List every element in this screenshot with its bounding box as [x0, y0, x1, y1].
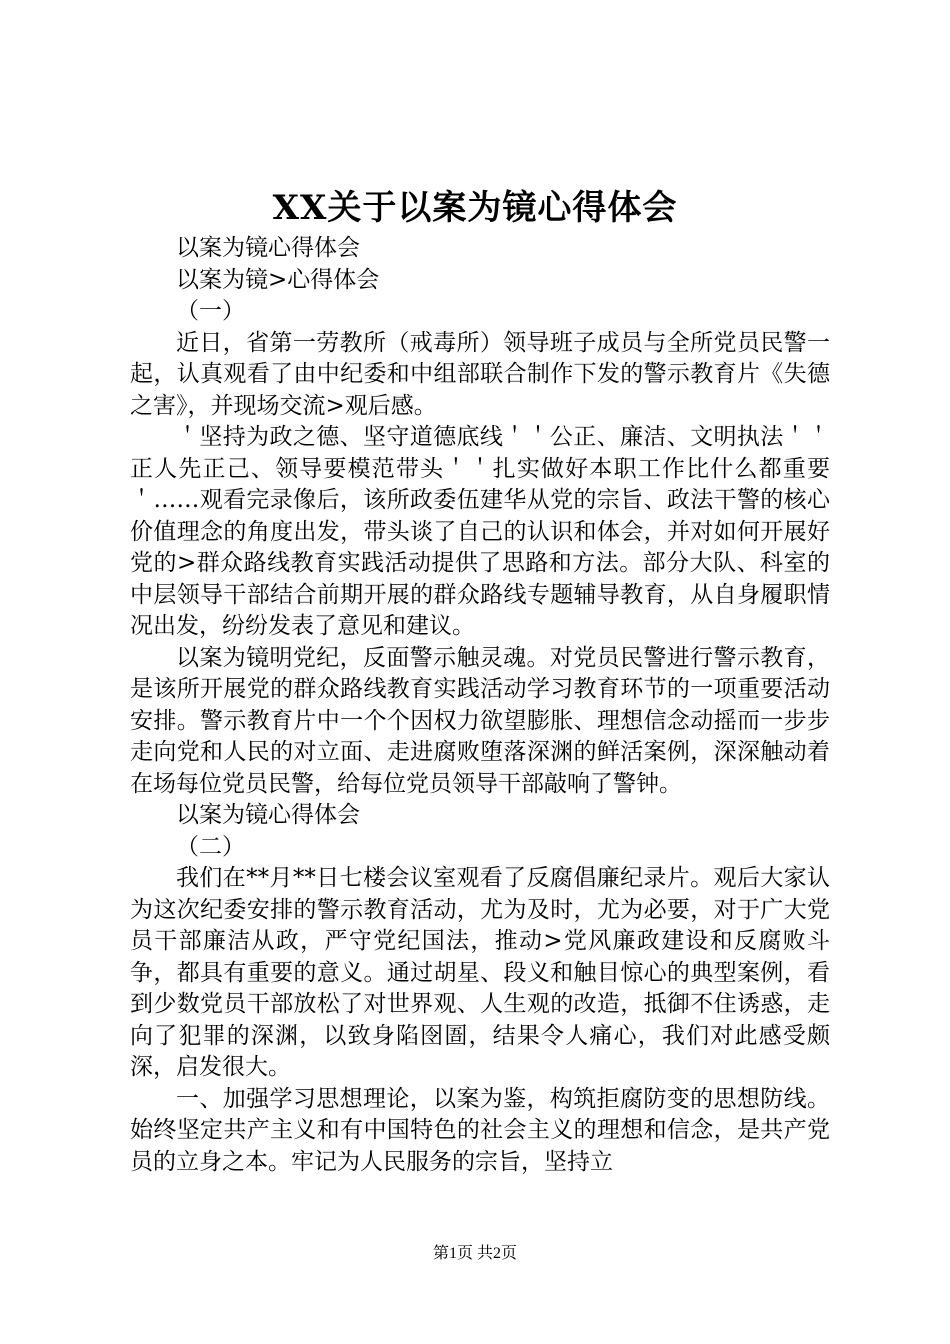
subtitle-line: 以案为镜心得体会 — [176, 802, 360, 828]
body-paragraph: 以案为镜明党纪，反面警示触灵魂。对党员民警进行警示教育，是该所开展党的群众路线教育实践活动学习教育环节的一项重要活动安排。警示教育片中一个个因权力欲望膨胀、理想信念动摇而一步步走向党和人民的对立面、走进腐败堕落深渊的鲜活案例，深深触动着在场每位党员民警，给每位党员领导干部敲响了警钟。 — [130, 644, 830, 797]
subtitle-line: 以案为镜心得体会 — [176, 235, 360, 261]
body-paragraph: 我们在**月**日七楼会议室观看了反腐倡廉纪录片。观后大家认为这次纪委安排的警示教育活动，尤为及时，尤为必要，对于广大党员干部廉洁从政，严守党纪国法，推动>党风廉政建设和反腐败斗争，都具有重要的意义。通过胡星、段义和触目惊心的典型案例，看到少数党员干部放松了对世界观、人生观的改造，抵御不住诱惑，走向了犯罪的深渊，以致身陷囹圄，结果令人痛心，我们对此感受颇深，启发很大。 — [130, 865, 830, 1080]
page-footer: 第1页 共2页 — [432, 1245, 517, 1262]
document-title: XX关于以案为镜心得体会 — [272, 188, 678, 228]
document-body — [130, 233, 830, 1178]
section-marker: （二） — [176, 833, 245, 860]
body-paragraph: ＇坚持为政之德、坚守道德底线＇＇公正、廉洁、文明执法＇＇正人先正己、领导要模范带头＇＇扎实做好本职工作比什么都重要＇……观看完录像后，该所政委伍建华从党的宗旨、政法干警的核心价值理念的角度出发，带头谈了自己的认识和体会，并对如何开展好党的>群众路线教育实践活动提供了思路和方法。部分大队、科室的中层领导干部结合前期开展的群众路线专题辅导教育，从自身履职情况出发，纷纷发表了意见和建议。 — [130, 424, 830, 639]
subtitle-line: 以案为镜>心得体会 — [176, 266, 380, 293]
section-marker: （一） — [176, 298, 245, 324]
body-paragraph: 一、加强学习思想理论，以案为鉴，构筑拒腐防变的思想防线。始终坚定共产主义和有中国特色的社会主义的理想和信念，是共产党员的立身之本。牢记为人民服务的宗旨，坚持立 — [130, 1085, 830, 1175]
body-paragraph: 近日，省第一劳教所（戒毒所）领导班子成员与全所党员民警一起，认真观看了由中纪委和中组部联合制作下发的警示教育片《失德之害》，并现场交流>观后感。 — [130, 329, 830, 419]
